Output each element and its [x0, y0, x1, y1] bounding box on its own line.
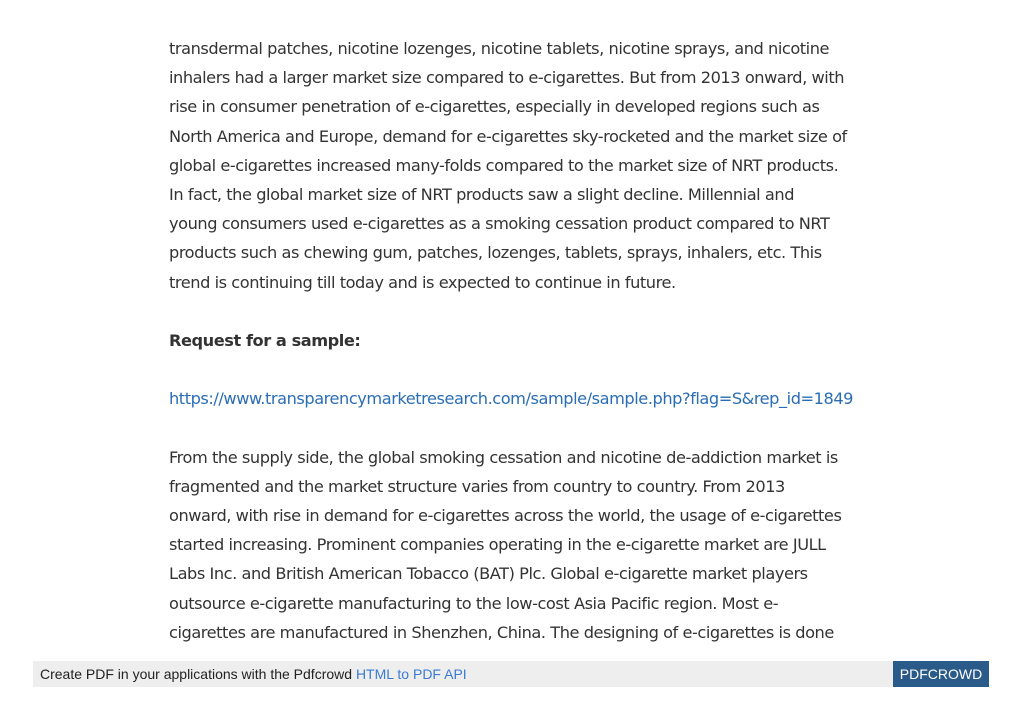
- paragraph-line: young consumers used e-cigarettes as a smoking cessation product compared to NRT: [169, 214, 830, 234]
- paragraph-line: outsource e-cigarette manufacturing to the low-cost Asia Pacific region. Most e-: [169, 593, 779, 613]
- html-to-pdf-api-link[interactable]: HTML to PDF API: [355, 666, 467, 682]
- paragraph-line: onward, with rise in demand for e-cigarettes across the world, the usage of e-cigarettes: [169, 506, 842, 525]
- paragraph-line: inhalers had a larger market size compared to e-cigarettes. But from 2013 onward, with: [169, 68, 845, 88]
- paragraph-line: fragmented and the market structure varies from country to country. From 2013: [169, 476, 785, 496]
- pdfcrowd-footer-bar: [33, 661, 989, 687]
- paragraph-line: started increasing. Prominent companies operating in the e-cigarette market are JULL: [169, 535, 826, 555]
- sample-heading: Request for a sample:: [169, 330, 361, 350]
- paragraph-line: From the supply side, the global smoking cessation and nicotine de-addiction market is: [169, 447, 838, 467]
- paragraph-line: global e-cigarettes increased many-folds compared to the market size of NRT products.: [169, 155, 839, 175]
- paragraph-line: transdermal patches, nicotine lozenges, nicotine tablets, nicotine sprays, and nicotine: [169, 39, 830, 58]
- paragraph-spacer: [169, 355, 869, 384]
- paragraph-1: [169, 34, 869, 297]
- article-body: [169, 34, 869, 647]
- footer-text: [40, 661, 467, 687]
- paragraph-line: products such as chewing gum, patches, lozenges, tablets, sprays, inhalers, etc. This: [169, 243, 822, 263]
- paragraph-line: North America and Europe, demand for e-cigarettes sky-rocketed and the market size of: [169, 126, 847, 146]
- paragraph-line: rise in consumer penetration of e-cigarettes, especially in developed regions such as: [169, 97, 820, 117]
- paragraph-line: cigarettes are manufactured in Shenzhen, China. The designing of e-cigarettes is done: [169, 622, 834, 642]
- footer-label: Create PDF in your applications with the Pdfcrowd: [40, 666, 356, 682]
- pdfcrowd-button[interactable]: PDFCROWD: [893, 661, 989, 687]
- paragraph-line: Labs Inc. and British American Tobacco (BAT) Plc. Global e-cigarette market players: [169, 564, 808, 584]
- sample-link[interactable]: https://www.transparencymarketresearch.com/sample/sample.php?flag=S&rep_id=1849: [169, 389, 854, 409]
- paragraph-line: trend is continuing till today and is expected to continue in future.: [169, 272, 676, 292]
- paragraph-2: [169, 443, 869, 647]
- paragraph-spacer: [169, 413, 869, 442]
- paragraph-line: In fact, the global market size of NRT products saw a slight decline. Millennial and: [169, 184, 795, 204]
- paragraph-spacer: [169, 297, 869, 326]
